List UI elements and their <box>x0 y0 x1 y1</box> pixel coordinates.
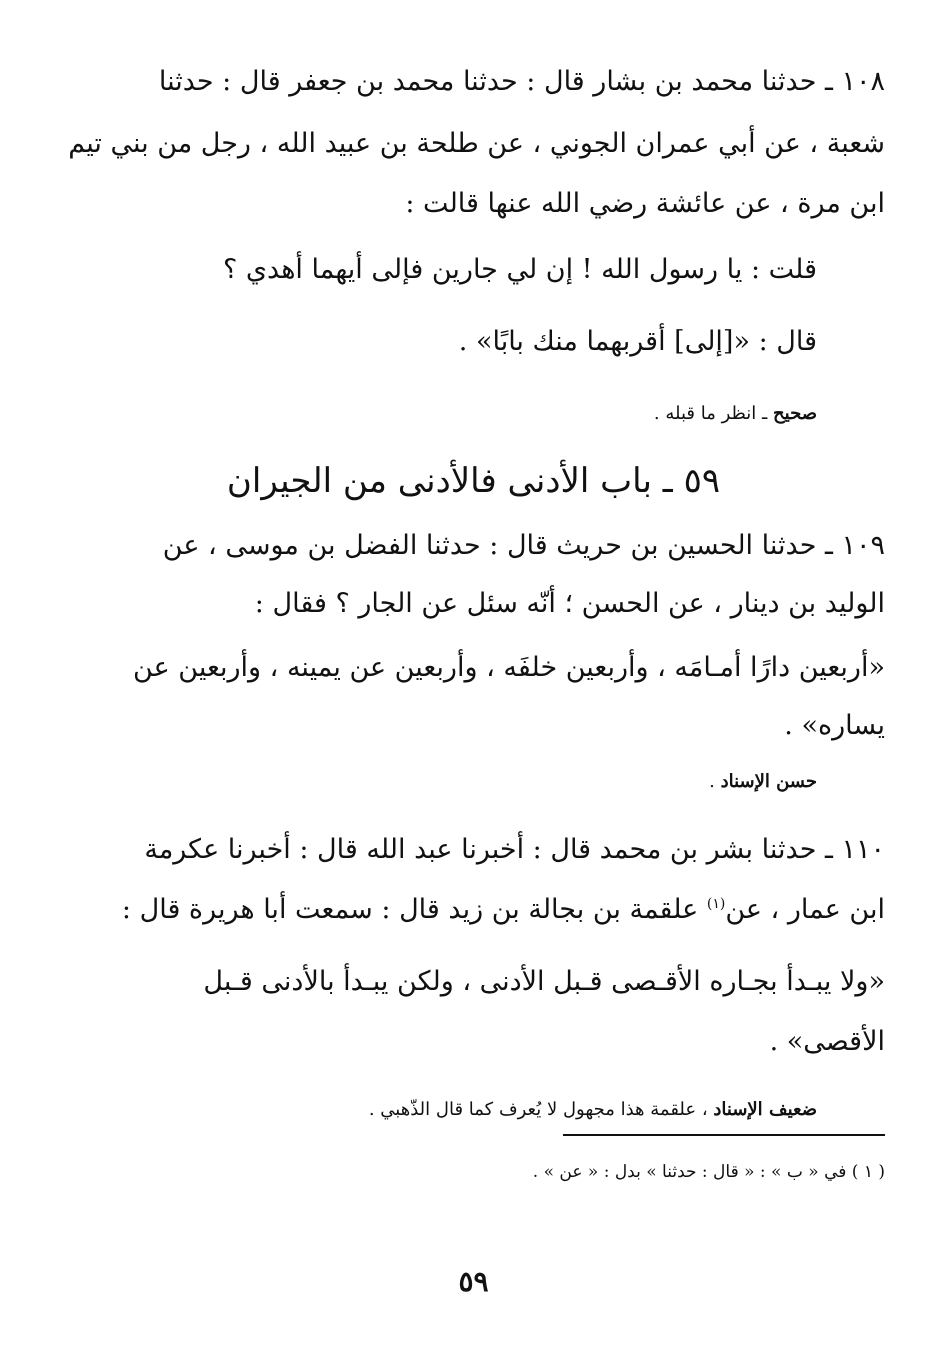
hadith-108-quote-1: قلت : يا رسول الله ! إن لي جارين فإلى أيهما أهدي ؟ <box>222 254 817 285</box>
grade-text: ـ انظر ما قبله . <box>653 403 768 424</box>
hadith-110-line-1: ١١٠ ـ حدثنا بشر بن محمد قال : أخبرنا عبد الله قال : أخبرنا عكرمة <box>144 834 885 865</box>
footnote-marker: (١) <box>706 896 726 912</box>
hadith-109-line-1: ١٠٩ ـ حدثنا الحسين بن حريث قال : حدثنا الفضل بن موسى ، عن <box>162 530 885 561</box>
hadith-108-quote-2: قال : «[إلى] أقربهما منك بابًا» . <box>458 326 817 357</box>
hadith-109-line-3: «أربعين دارًا أمـامَه ، وأربعين خلفَه ، وأربعين عن يمينه ، وأربعين عن <box>133 652 885 683</box>
hadith-108-grade <box>654 400 817 428</box>
footnote-divider <box>563 1134 885 1136</box>
hadith-110-grade <box>369 1096 817 1124</box>
hadith-110-line-4: الأقصى» . <box>769 1026 885 1057</box>
hadith-109-line-2: الوليد بن دينار ، عن الحسن ؛ أنّه سئل عن الجار ؟ فقال : <box>254 588 885 619</box>
grade-text: . <box>709 771 715 792</box>
hadith-110-line-3: «ولا يبـدأ بجـاره الأقـصى قـبل الأدنى ، ولكن يبـدأ بالأدنى قـبل <box>203 966 885 997</box>
hadith-108-line-1: ١٠٨ ـ حدثنا محمد بن بشار قال : حدثنا محمد بن جعفر قال : حدثنا <box>158 66 885 97</box>
hadith-108-line-3: ابن مرة ، عن عائشة رضي الله عنها قالت : <box>405 188 885 219</box>
grade-label: حسن الإسناد <box>720 771 817 792</box>
grade-label: ضعيف الإسناد <box>713 1099 817 1120</box>
line-2-after: علقمة بن بجالة بن زيد قال : سمعت أبا هريرة قال : <box>121 894 707 925</box>
line-2-before: ابن عمار ، عن <box>725 894 885 925</box>
hadith-108-line-2: شعبة ، عن أبي عمران الجوني ، عن طلحة بن عبيد الله ، رجل من بني تيم <box>68 128 885 159</box>
page-number: ٥٩ <box>458 1265 489 1298</box>
hadith-110-line-2 <box>122 890 885 930</box>
footnote: ( ١ ) في « ب » : « قال : حدثنا » بدل : « عن » . <box>532 1162 885 1182</box>
hadith-109-grade <box>709 768 817 796</box>
grade-text: ، علقمة هذا مجهول لا يُعرف كما قال الذّهبي . <box>368 1099 708 1120</box>
hadith-109-line-4: يساره» . <box>784 710 885 741</box>
grade-label: صحيح <box>773 403 817 424</box>
chapter-heading: ٥٩ ـ باب الأدنى فالأدنى من الجيران <box>226 461 721 501</box>
